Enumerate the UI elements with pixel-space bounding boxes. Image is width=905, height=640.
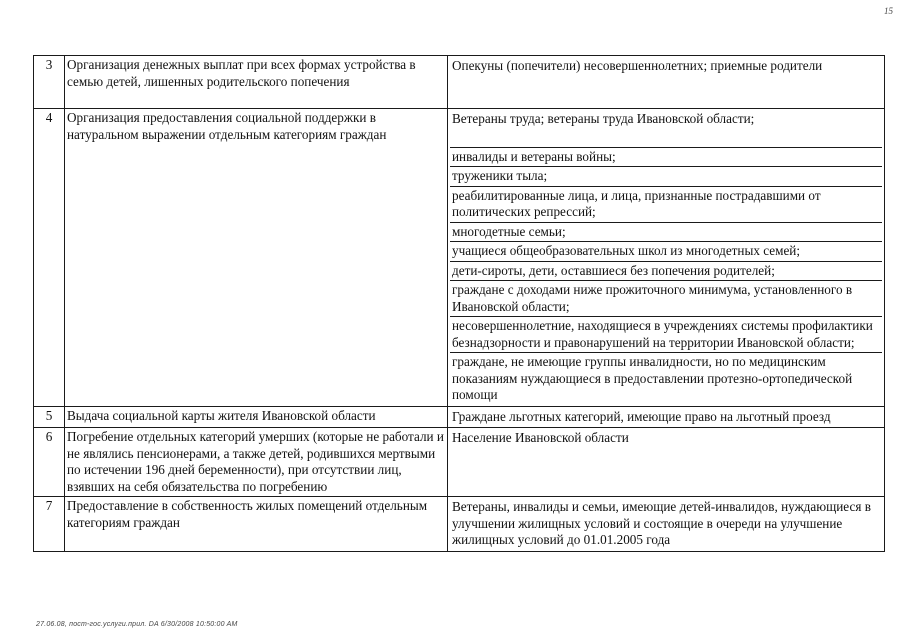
category-line: Граждане льготных категорий, имеющие право на льготный проезд <box>452 408 831 424</box>
category-line: реабилитированные лица, и лица, признанные пострадавшими от политических репрессий; <box>450 187 882 223</box>
recipient-categories <box>448 109 885 407</box>
row-number: 7 <box>34 497 65 552</box>
row-number: 4 <box>34 109 65 407</box>
category-line: многодетные семьи; <box>450 223 882 243</box>
category-line: граждане, не имеющие группы инвалидности, но по медицинским показаниям нуждающиеся в предоставлении протезно-ортопедической помощи <box>452 354 853 402</box>
table-row <box>34 109 885 407</box>
recipient-categories <box>448 406 885 428</box>
document-footer: 27.06.08, пост-гос.услуги.прил. DA 6/30/2008 10:50:00 AM <box>36 621 238 628</box>
recipient-categories <box>448 56 885 109</box>
category-line: труженики тыла; <box>450 167 882 187</box>
table-row <box>34 406 885 428</box>
row-number: 3 <box>34 56 65 109</box>
service-name: Организация предоставления социальной поддержки в натуральном выражении отдельным категориям граждан <box>65 109 448 407</box>
services-table <box>33 55 885 552</box>
service-name: Организация денежных выплат при всех формах устройства в семью детей, лишенных родительского попечения <box>65 56 448 109</box>
category-line: Опекуны (попечители) несовершеннолетних; приемные родители <box>452 58 823 73</box>
service-name: Предоставление в собственность жилых помещений отдельным категориям граждан <box>65 497 448 552</box>
table-row <box>34 56 885 109</box>
category-line: граждане с доходами ниже прожиточного минимума, установленного в Ивановской области; <box>450 281 882 317</box>
category-line: Население Ивановской области <box>452 430 629 445</box>
category-line: учащиеся общеобразовательных школ из многодетных семей; <box>450 242 882 262</box>
table-row <box>34 497 885 552</box>
table-row <box>34 428 885 497</box>
category-line: Ветераны, инвалиды и семьи, имеющие детей-инвалидов, нуждающиеся в улучшении жилищных условий и состоящие в очереди на улучшение жилищных условий до 01.01.2005 года <box>452 499 871 547</box>
category-line: несовершеннолетние, находящиеся в учреждениях системы профилактики безнадзорности и правонарушений на территории Ивановской области; <box>450 317 882 353</box>
category-line: дети-сироты, дети, оставшиеся без попечения родителей; <box>450 262 882 282</box>
recipient-categories <box>448 497 885 552</box>
category-line: инвалиды и ветераны войны; <box>450 148 882 168</box>
page-number: 15 <box>884 6 893 16</box>
category-line: Ветераны труда; ветераны труда Ивановской области; <box>450 110 882 148</box>
row-number: 6 <box>34 428 65 497</box>
row-number: 5 <box>34 406 65 428</box>
service-name: Выдача социальной карты жителя Ивановской области <box>65 406 448 428</box>
recipient-categories <box>448 428 885 497</box>
service-name: Погребение отдельных категорий умерших (которые не работали и не являлись пенсионерами, а также детей, родившихся мертвыми по истечении 196 дней беременности), при отсутствии лиц, взявших на себя обязательства по погребению <box>65 428 448 497</box>
